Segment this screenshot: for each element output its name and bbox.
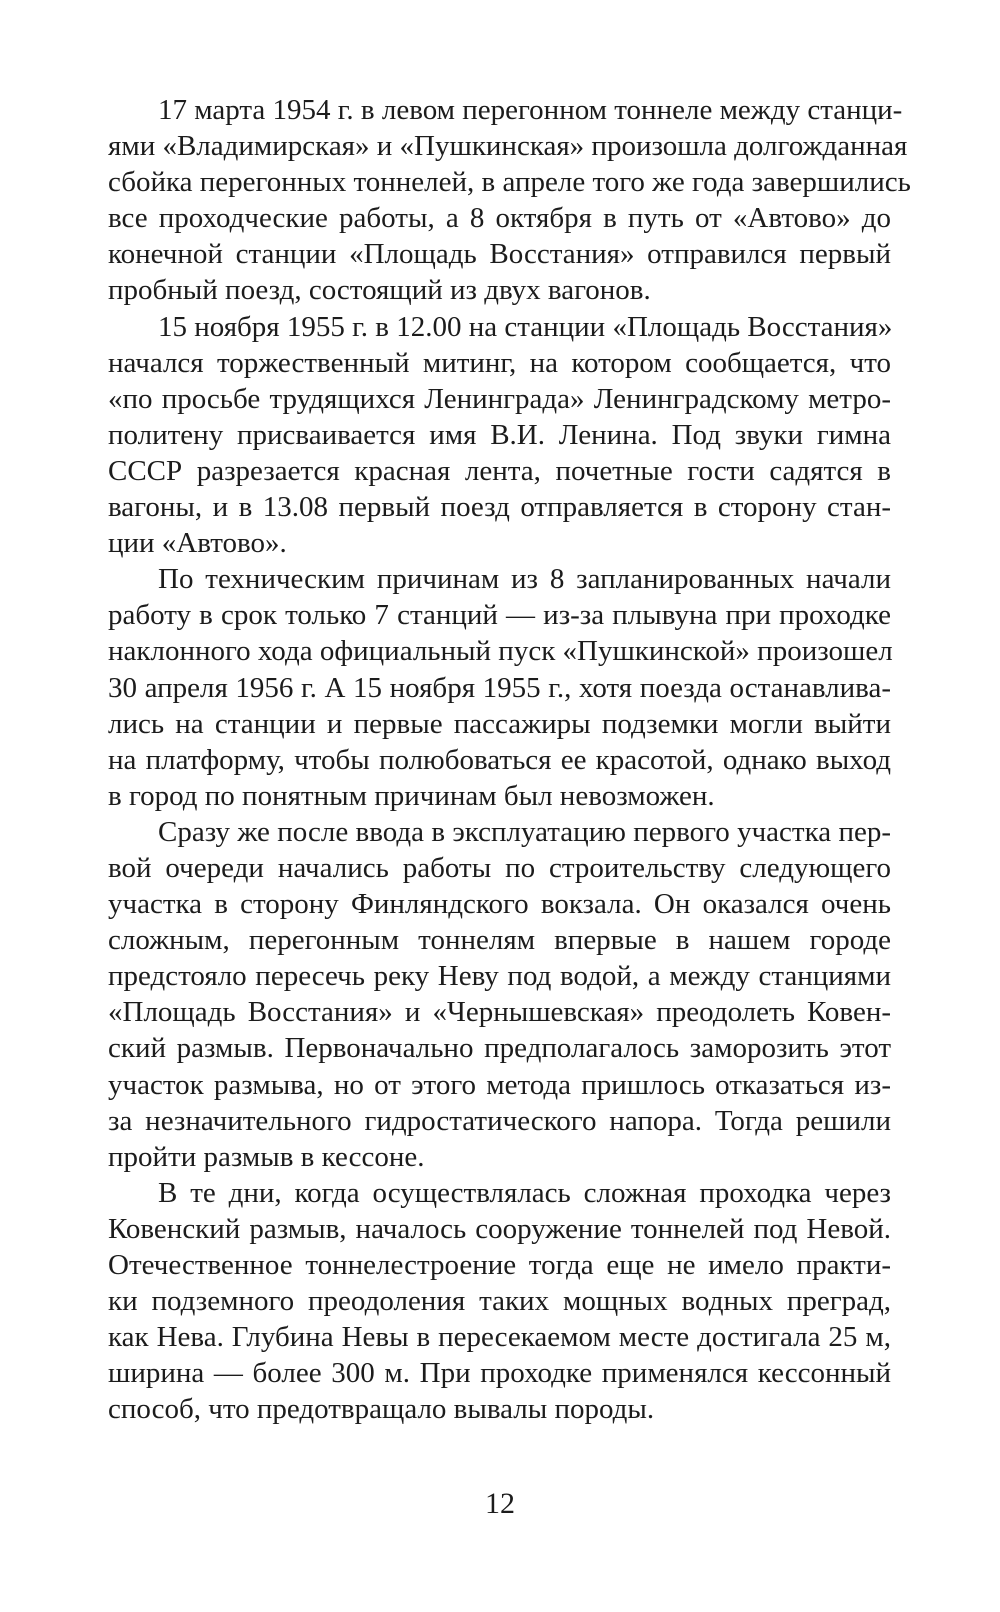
- text-line: ями «Владимирская» и «Пушкинская» произошла долгожданная: [108, 130, 908, 163]
- text-line: пробный поезд, состоящий из двух вагонов.: [108, 274, 651, 307]
- paragraph: [108, 814, 891, 1175]
- text-line: участка в сторону Финляндского вокзала. Он оказался очень: [108, 888, 891, 921]
- text-line: По техническим причинам из 8 запланированных начали: [158, 563, 891, 596]
- text-line: «Площадь Восстания» и «Чернышевская» преодолеть Ковен-: [108, 996, 891, 1029]
- page-number: 12: [485, 1487, 515, 1520]
- text-line: СССР разрезается красная лента, почетные гости садятся в: [108, 454, 891, 487]
- text-line: 15 ноября 1955 г. в 12.00 на станции «Площадь Восстания»: [158, 310, 893, 343]
- text-line: пройти размыв в кессоне.: [108, 1140, 425, 1173]
- text-line: вагоны, и в 13.08 первый поезд отправляется в сторону стан-: [108, 491, 891, 524]
- text-line: вой очереди начались работы по строительству следующего: [108, 851, 891, 884]
- text-line: ширина — более 300 м. При проходке применялся кессонный: [108, 1357, 891, 1390]
- text-line: В те дни, когда осуществлялась сложная проходка через: [158, 1176, 891, 1209]
- text-line: политену присваивается имя В.И. Ленина. Под звуки гимна: [108, 418, 891, 451]
- text-line: ции «Автово».: [108, 527, 287, 560]
- text-line: «по просьбе трудящихся Ленинграда» Ленинградскому метро-: [108, 382, 891, 415]
- text-line: ки подземного преодоления таких мощных водных преград,: [108, 1285, 891, 1318]
- text-line: Сразу же после ввода в эксплуатацию первого участка пер-: [158, 815, 891, 848]
- text-line: как Нева. Глубина Невы в пересекаемом месте достигала 25 м,: [108, 1321, 891, 1354]
- body-text: [108, 92, 911, 1427]
- text-line: за незначительного гидростатического напора. Тогда решили: [108, 1104, 891, 1137]
- text-line: наклонного хода официальный пуск «Пушкинской» произошел: [108, 635, 893, 668]
- text-line: 30 апреля 1956 г. А 15 ноября 1955 г., хотя поезда останавлива-: [108, 671, 891, 704]
- text-line: на платформу, чтобы полюбоваться ее красотой, однако выход: [108, 743, 891, 776]
- text-line: ский размыв. Первоначально предполагалось заморозить этот: [108, 1032, 891, 1065]
- text-line: Ковенский размыв, началось сооружение тоннелей под Невой.: [108, 1212, 891, 1245]
- paragraph: [108, 1175, 891, 1428]
- text-line: способ, что предотвращало вывалы породы.: [108, 1393, 655, 1426]
- text-line: все проходческие работы, а 8 октября в путь от «Автово» до: [108, 202, 891, 235]
- text-line: 17 марта 1954 г. в левом перегонном тоннеле между станци-: [158, 94, 903, 126]
- text-line: лись на станции и первые пассажиры подземки могли выйти: [108, 707, 891, 740]
- text-line: Отечественное тоннелестроение тогда еще не имело практи-: [108, 1249, 891, 1281]
- text-line: в город по понятным причинам был невозможен.: [108, 779, 715, 812]
- paragraph: [108, 92, 911, 309]
- text-line: сбойка перегонных тоннелей, в апреле того же года завершились: [108, 166, 911, 199]
- paragraph: [108, 561, 891, 814]
- text-line: предстояло пересечь реку Неву под водой, а между станциями: [108, 960, 891, 993]
- text-line: конечной станции «Площадь Восстания» отправился первый: [108, 238, 891, 271]
- text-line: сложным, перегонным тоннелям впервые в нашем городе: [108, 924, 891, 957]
- text-line: работу в срок только 7 станций — из-за плывуна при проходке: [108, 599, 891, 632]
- paragraph: [108, 309, 891, 562]
- text-line: начался торжественный митинг, на котором сообщается, что: [108, 346, 891, 379]
- text-line: участок размыва, но от этого метода пришлось отказаться из-: [108, 1068, 891, 1101]
